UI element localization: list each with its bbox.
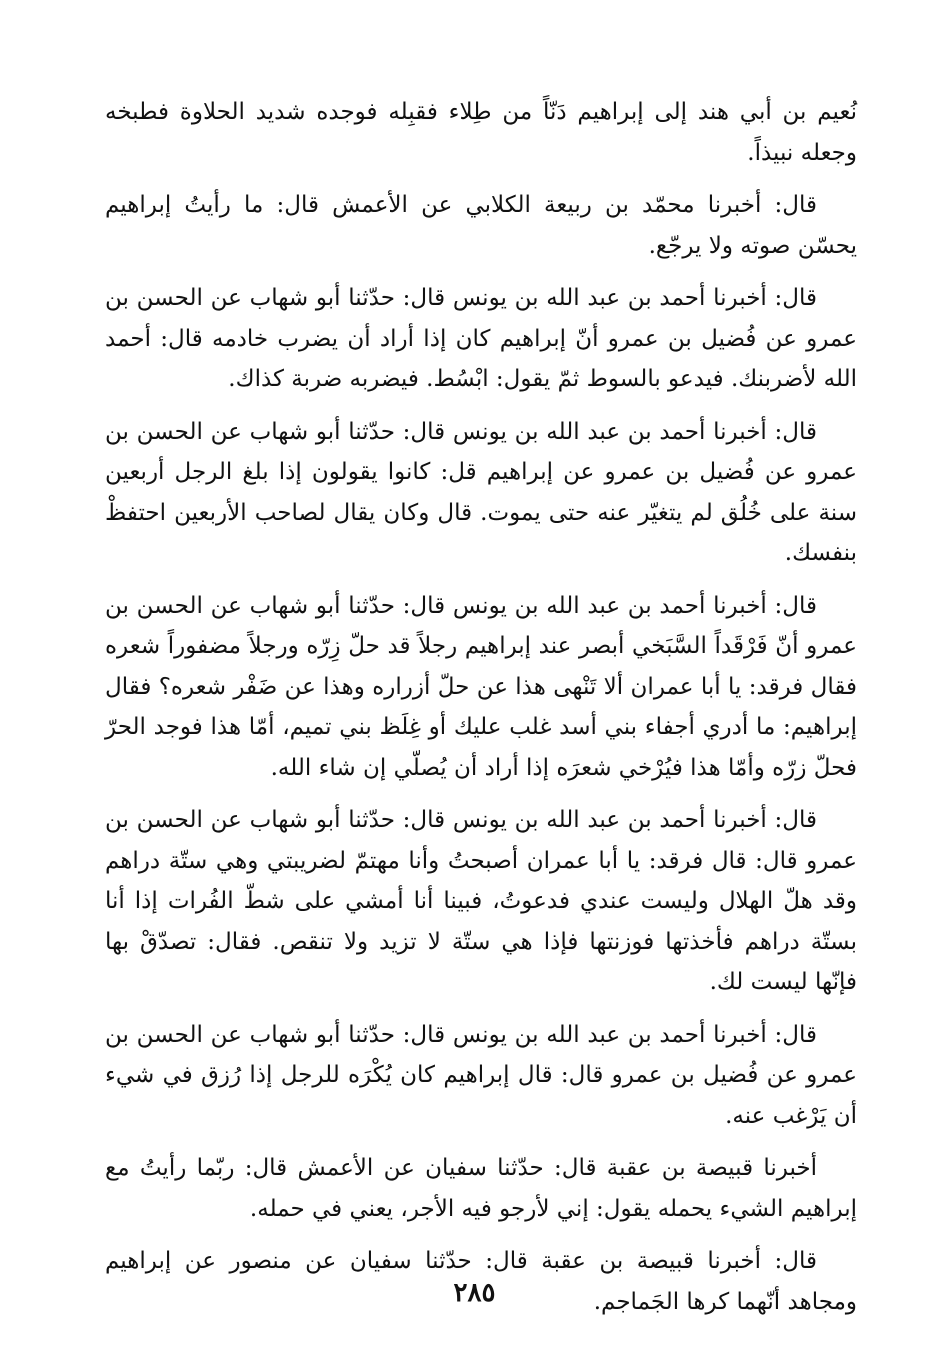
paragraph-2: قال: أخبرنا محمّد بن ربيعة الكلابي عن الأعمش قال: ما رأيتُ إبراهيم يحسّن صوته ولا يرجّع. (105, 192, 857, 259)
paragraph-9: قال: أخبرنا قبيصة بن عقبة قال: حدّثنا سفيان عن منصور عن إبراهيم ومجاهد أنّهما كرها الجَماجم. (105, 1248, 857, 1315)
page-number: ٢٨٥ (453, 1278, 496, 1308)
paragraph-8: أخبرنا قبيصة بن عقبة قال: حدّثنا سفيان عن الأعمش قال: ربّما رأيتُ مع إبراهيم الشيء يحمله يقول: إني لأرجو فيه الأجر، يعني في حمله. (105, 1155, 857, 1222)
paragraph-5: قال: أخبرنا أحمد بن عبد الله بن يونس قال: حدّثنا أبو شهاب عن الحسن بن عمرو أنّ فَرْقَداً السَّبَخي أبصر عند إبراهيم رجلاً قد حلّ زِرّه ورجلاً مضفوراً شعره فقال فرقد: يا أبا عمران ألا تَنْهى هذا عن حلّ أزراره وهذا عن ضَفْر شعره؟ فقال إبراهيم: ما أدري أجفاء بني أسد غلب عليك أو غِلَظ بني تميم، أمّا هذا فوجد الحرّ فحلّ زرّه وأمّا هذا فيُرْخي شعرَه إذا أراد أن يُصلّي إن شاء الله. (105, 592, 857, 781)
main-text (105, 92, 857, 1334)
paragraph-3: قال: أخبرنا أحمد بن عبد الله بن يونس قال: حدّثنا أبو شهاب عن الحسن بن عمرو عن فُضيل بن عمرو أنّ إبراهيم كان إذا أراد أن يضرب خادمه قال: أحمد الله لأضربنك. فيدعو بالسوط ثمّ يقول: ابْسُط. فيضربه ضربة كذاك. (105, 285, 857, 392)
paragraph-1: نُعيم بن أبي هند إلى إبراهيم دَنّاً من طِلاء فقبِله فوجده شديد الحلاوة فطبخه وجعله نبيذاً. (105, 99, 857, 166)
paragraph-4: قال: أخبرنا أحمد بن عبد الله بن يونس قال: حدّثنا أبو شهاب عن الحسن بن عمرو عن فُضيل بن عمرو عن إبراهيم قل: كانوا يقولون إذا بلغ الرجل أربعين سنة على خُلُق لم يتغيّر عنه حتى يموت. قال وكان يقال لصاحب الأربعين احتفظْ بنفسك. (105, 418, 857, 566)
paragraph-7: قال: أخبرنا أحمد بن عبد الله بن يونس قال: حدّثنا أبو شهاب عن الحسن بن عمرو عن فُضيل بن عمرو قال: قال إبراهيم كان يُكْرَه للرجل إذا رُزق في شيء أن يَرْغب عنه. (105, 1021, 857, 1129)
paragraph-6: قال: أخبرنا أحمد بن عبد الله بن يونس قال: حدّثنا أبو شهاب عن الحسن بن عمرو قال: قال فرقد: يا أبا عمران أصبحتُ وأنا مهتمّ لضريبتي وهي ستّة دراهم وقد هلّ الهلال وليست عندي فدعوتُ، فبينا أنا أمشي على شطّ الفُرات إذا أنا بستّة دراهم فأخذتها فوزنتها فإذا هي ستّة لا تزيد ولا تنقص. فقال: تصدّقْ بها فإنّها ليست لك. (105, 807, 857, 995)
